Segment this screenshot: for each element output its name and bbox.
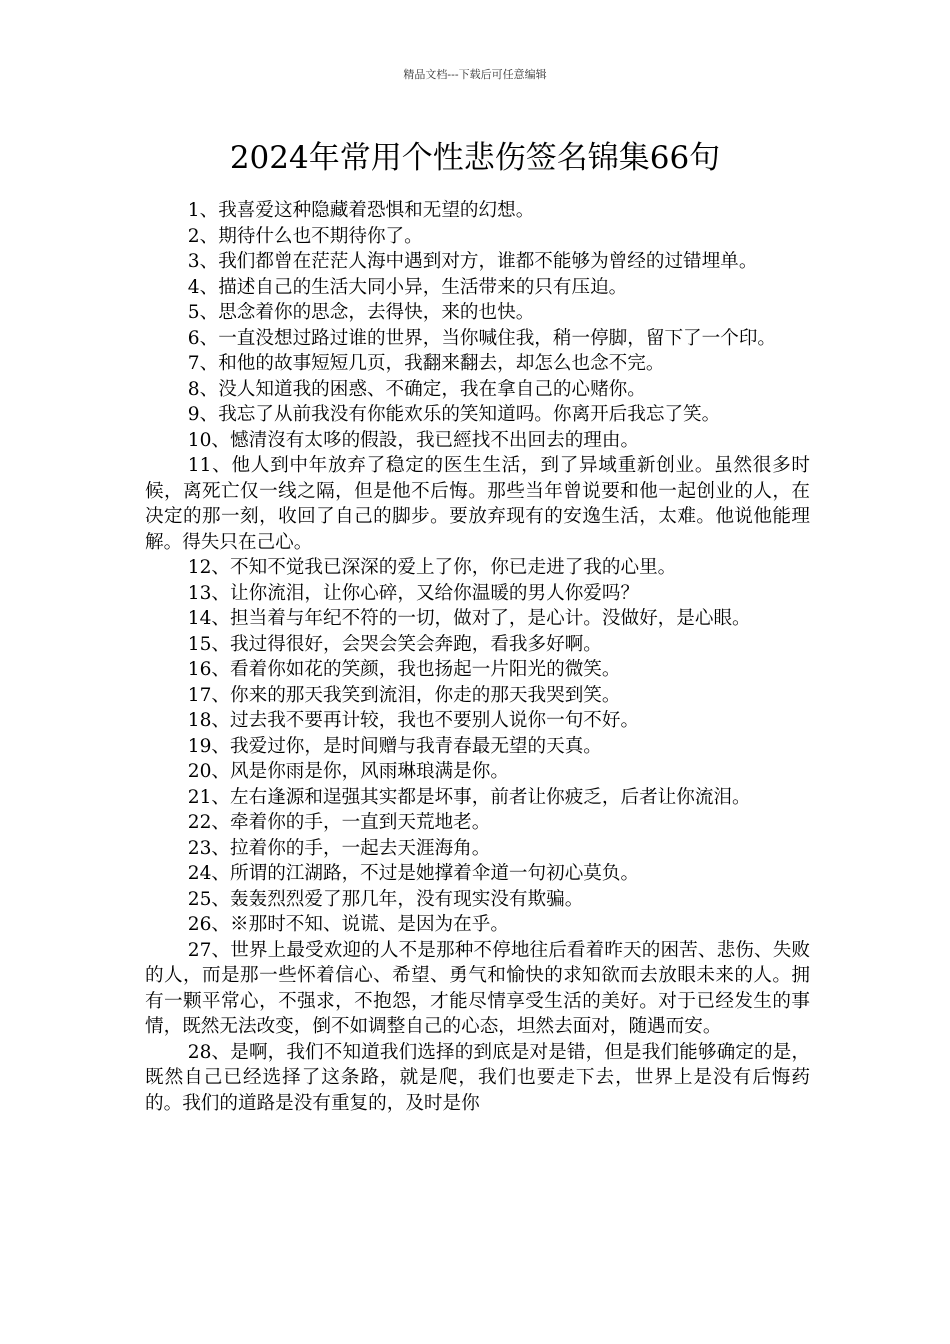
paragraph: 7、和他的故事短短几页，我翻来翻去，却怎么也念不完。 [187,353,665,374]
paragraph: 24、所谓的江湖路，不过是她撑着伞道一句初心莫负。 [187,863,640,884]
paragraph: 11、他人到中年放弃了稳定的医生生活，到了异域重新创业。虽然很多时候，离死亡仅一线之隔，但是他不后悔。那些当年曾说要和他一起创业的人，在决定的那一刻，收回了自己的脚步。要放弃现有的安逸生活，太难。他说他能理解。得失只在己心。 [145,455,810,553]
paragraph: 9、我忘了从前我没有你能欢乐的笑知道吗。你离开后我忘了笑。 [187,404,721,425]
paragraph: 17、你来的那天我笑到流泪，你走的那天我哭到笑。 [187,684,621,706]
paragraph: 21、左右逢源和逞强其实都是坏事，前者让你疲乏，后者让你流泪。 [187,786,751,808]
paragraph: 4、描述自己的生活大同小异，生活带来的只有压迫。 [187,276,628,298]
paragraph: 2、期待什么也不期待你了。 [187,225,423,247]
paragraph: 23、拉着你的手，一起去天涯海角。 [187,837,491,859]
paragraph: 3、我们都曾在茫茫人海中遇到对方，谁都不能够为曾经的过错埋单。 [187,251,758,272]
paragraph: 5、思念着你的思念，去得快，来的也快。 [187,302,535,323]
paragraph: 14、担当着与年纪不符的一切，做对了，是心计。没做好，是心眼。 [187,608,751,629]
paragraph: 20、风是你雨是你，风雨琳琅满是你。 [187,761,509,782]
paragraph: 19、我爱过你，是时间赠与我青春最无望的天真。 [187,735,602,757]
paragraph: 25、轰轰烈烈爱了那几年，没有现实没有欺骗。 [187,888,584,910]
document-title: 2024年常用个性悲伤签名锦集66句 [229,140,721,176]
paragraph: 6、一直没想过路过谁的世界，当你喊住我，稍一停脚，留下了一个印。 [187,327,777,349]
document-header-note: 精品文档---下载后可任意编辑 [403,68,547,81]
paragraph: 22、牵着你的手，一直到天荒地老。 [187,812,491,833]
paragraph: 16、看着你如花的笑颜，我也扬起一片阳光的微笑。 [187,659,621,680]
paragraph: 12、不知不觉我已深深的爱上了你，你已走进了我的心里。 [187,557,677,578]
paragraph: 1、我喜爱这种隐藏着恐惧和无望的幻想。 [187,200,535,221]
paragraph: 15、我过得很好，会哭会笑会奔跑，看我多好啊。 [187,633,602,655]
paragraph: 18、过去我不要再计较，我也不要别人说你一句不好。 [187,710,640,731]
paragraph: 26、※那时不知、说谎、是因为在乎。 [187,914,509,935]
paragraph: 28、是啊，我们不知道我们选择的到底是对是错，但是我们能够确定的是，既然自己已经选择了这条路，就是爬，我们也要走下去，世界上是没有后悔药的。我们的道路是没有重复的，及时是你 [145,1041,810,1114]
paragraph: 10、憾清沒有太哆的假設，我已經找不出回去的理由。 [187,429,640,451]
document-body [145,198,810,1116]
paragraph: 27、世界上最受欢迎的人不是那种不停地往后看着昨天的困苦、悲伤、失败的人，而是那一些怀着信心、希望、勇气和愉快的求知欲而去放眼未来的人。拥有一颗平常心，不强求，不抱怨，才能尽情享受生活的美好。对于已经发生的事情，既然无法改变，倒不如调整自己的心态，坦然去面对，随遇而安。 [145,939,810,1037]
paragraph: 13、让你流泪，让你心碎，又给你温暖的男人你爱吗？ [187,582,640,604]
paragraph: 8、没人知道我的困惑、不确定，我在拿自己的心赌你。 [187,378,646,400]
